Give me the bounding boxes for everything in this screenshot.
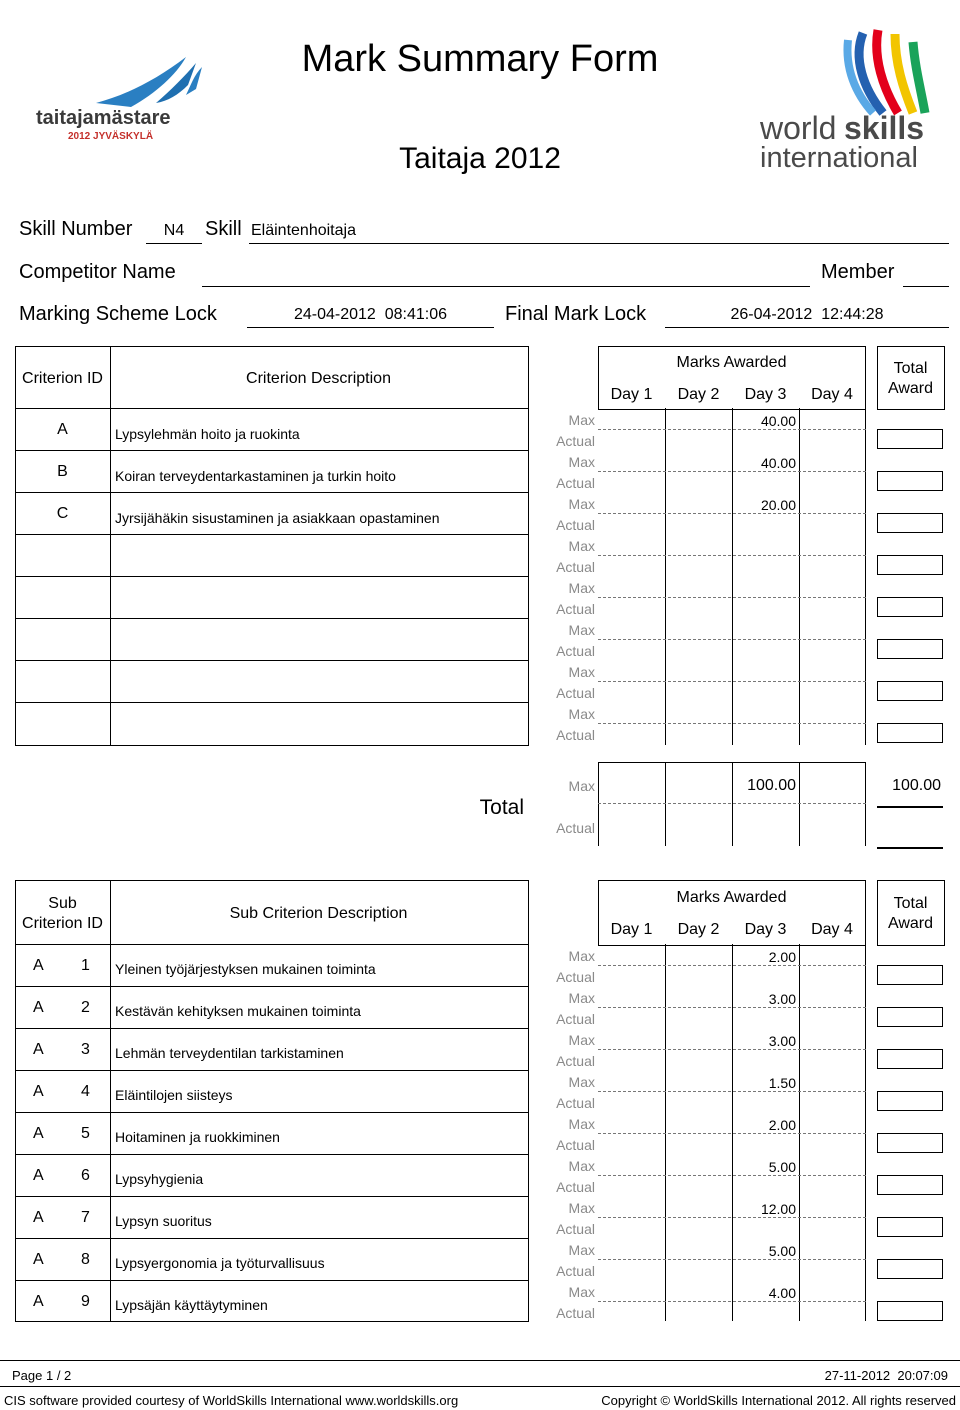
sub-criterion-parent-id: A xyxy=(33,1125,44,1142)
criterion-id: B xyxy=(57,463,68,480)
max-label: Max xyxy=(568,664,595,680)
sub-criterion-parent-id: A xyxy=(33,1251,44,1268)
day-4-header: Day 4 xyxy=(811,386,853,403)
footer-rule xyxy=(0,1360,960,1361)
sub-criterion-id-header-1: Sub xyxy=(48,895,77,912)
actual-label: Actual xyxy=(556,517,595,533)
sub-criterion-number: 3 xyxy=(81,1041,90,1058)
max-label: Max xyxy=(568,1032,595,1048)
actual-label: Actual xyxy=(556,433,595,449)
marking-lock-label: Marking Scheme Lock xyxy=(19,303,217,325)
marks-awarded-header: Marks Awarded xyxy=(676,354,787,371)
sub-criterion-max-value: 5.00 xyxy=(768,1159,796,1175)
sub-criteria-row-divider xyxy=(15,1238,528,1239)
page-number: Page 1 / 2 xyxy=(12,1368,72,1383)
criterion-max-value: 40.00 xyxy=(760,413,796,429)
total-award-header-2: Award xyxy=(887,380,934,397)
sub-criteria-row-divider xyxy=(15,986,528,987)
max-label: Max xyxy=(568,496,595,512)
sub-criterion-max-value: 2.00 xyxy=(768,1117,796,1133)
criterion-total-award-box[interactable] xyxy=(877,429,943,449)
sub-criterion-number: 1 xyxy=(81,957,90,974)
marking-lock-underline xyxy=(247,327,494,328)
sub-criterion-max-value: 1.50 xyxy=(768,1075,796,1091)
total-max-award: 100.00 xyxy=(892,777,941,794)
max-actual-divider xyxy=(598,1217,866,1218)
sub-criterion-total-award-box[interactable] xyxy=(877,1133,943,1153)
sub-criterion-max-value: 12.00 xyxy=(760,1201,796,1217)
member-label: Member xyxy=(821,261,895,283)
max-label: Max xyxy=(568,538,595,554)
max-actual-divider xyxy=(598,513,866,514)
sub-criterion-description: Lehmän terveydentilan tarkistaminen xyxy=(115,1045,344,1061)
actual-label: Actual xyxy=(556,643,595,659)
sub-total-award-header-2: Award xyxy=(887,915,934,932)
sub-criterion-max-value: 3.00 xyxy=(768,1033,796,1049)
sub-criterion-total-award-box[interactable] xyxy=(877,1259,943,1279)
member-underline xyxy=(903,286,949,287)
sub-criterion-max-value: 5.00 xyxy=(768,1243,796,1259)
criteria-row-divider xyxy=(15,450,528,451)
sub-criterion-parent-id: A xyxy=(33,1167,44,1184)
marking-lock-value: 24-04-2012 08:41:06 xyxy=(293,306,447,323)
total-award-header-1: Total xyxy=(893,360,928,377)
print-timestamp: 27-11-2012 20:07:09 xyxy=(824,1368,948,1383)
competitor-underline xyxy=(202,286,810,287)
actual-label: Actual xyxy=(556,1095,595,1111)
max-actual-divider xyxy=(598,429,866,430)
max-actual-divider xyxy=(598,1259,866,1260)
day-1-header: Day 1 xyxy=(610,386,653,403)
actual-label: Actual xyxy=(556,1011,595,1027)
max-label: Max xyxy=(568,1116,595,1132)
actual-label: Actual xyxy=(556,1053,595,1069)
total-actual-label: Actual xyxy=(556,820,595,836)
criterion-total-award-box[interactable] xyxy=(877,513,943,533)
sub-criterion-description: Hoitaminen ja ruokkiminen xyxy=(115,1129,280,1145)
sub-marks-awarded-header: Marks Awarded xyxy=(676,889,787,906)
max-actual-divider xyxy=(598,1301,866,1302)
sub-criterion-total-award-box[interactable] xyxy=(877,1049,943,1069)
worldskills-feather-icon xyxy=(833,28,943,118)
sub-criterion-max-value: 3.00 xyxy=(768,991,796,1007)
max-label: Max xyxy=(568,706,595,722)
day-2-header: Day 2 xyxy=(677,386,720,403)
sub-criterion-number: 6 xyxy=(81,1167,90,1184)
sub-criterion-description: Kestävän kehityksen mukainen toiminta xyxy=(115,1003,361,1019)
sub-criterion-parent-id: A xyxy=(33,1209,44,1226)
sub-criterion-parent-id: A xyxy=(33,1041,44,1058)
actual-label: Actual xyxy=(556,1179,595,1195)
max-actual-divider xyxy=(598,965,866,966)
skill-value[interactable]: Eläintenhoitaja xyxy=(251,222,356,239)
actual-label: Actual xyxy=(556,1263,595,1279)
actual-label: Actual xyxy=(556,1305,595,1321)
max-actual-divider xyxy=(598,1091,866,1092)
max-label: Max xyxy=(568,1242,595,1258)
sub-criterion-number: 7 xyxy=(81,1209,90,1226)
sub-criterion-description: Eläintilojen siisteys xyxy=(115,1087,233,1103)
sub-criterion-total-award-box[interactable] xyxy=(877,1091,943,1111)
criteria-row-divider xyxy=(15,534,528,535)
sub-criterion-description: Lypsyergonomia ja työturvallisuus xyxy=(115,1255,325,1271)
criterion-description: Koiran terveydentarkastaminen ja turkin hoito xyxy=(115,468,396,484)
max-actual-divider xyxy=(598,1007,866,1008)
courtesy-text: CIS software provided courtesy of WorldSkills International www.worldskills.org xyxy=(4,1393,459,1408)
worldskills-logo-line1-a: world xyxy=(760,110,837,146)
sub-criterion-max-value: 4.00 xyxy=(768,1285,796,1301)
sub-criterion-description: Yleinen työjärjestyksen mukainen toiminta xyxy=(115,961,376,977)
sub-criterion-description: Lypsäjän käyttäytyminen xyxy=(115,1297,268,1313)
sub-criterion-total-award-box[interactable] xyxy=(877,1217,943,1237)
sub-criterion-number: 5 xyxy=(81,1125,90,1142)
criterion-id-header: Criterion ID xyxy=(22,370,103,387)
criterion-total-award-box[interactable] xyxy=(877,639,943,659)
max-label: Max xyxy=(568,580,595,596)
sub-criterion-number: 9 xyxy=(81,1293,90,1310)
sub-criterion-number: 2 xyxy=(81,999,90,1016)
sub-criterion-total-award-box[interactable] xyxy=(877,1175,943,1195)
sub-criterion-max-value: 2.00 xyxy=(768,949,796,965)
criterion-description-header: Criterion Description xyxy=(246,370,391,387)
final-lock-underline xyxy=(665,327,949,328)
criterion-description: Lypsylehmän hoito ja ruokinta xyxy=(115,426,300,442)
max-actual-divider xyxy=(598,1049,866,1050)
max-label: Max xyxy=(568,990,595,1006)
skill-label: Skill xyxy=(205,218,242,240)
criterion-description: Jyrsijähäkin sisustaminen ja asiakkaan opastaminen xyxy=(115,510,440,526)
max-label: Max xyxy=(568,1200,595,1216)
criteria-total-label: Total xyxy=(479,796,524,819)
max-actual-divider xyxy=(598,639,866,640)
criterion-total-award-box[interactable] xyxy=(877,597,943,617)
page-title: Mark Summary Form xyxy=(301,38,659,80)
skill-number-label: Skill Number xyxy=(19,218,133,240)
criteria-row-divider xyxy=(15,618,528,619)
sub-criterion-description: Lypsyn suoritus xyxy=(115,1213,212,1229)
criterion-max-value: 40.00 xyxy=(760,455,796,471)
max-label: Max xyxy=(568,1284,595,1300)
max-label: Max xyxy=(568,454,595,470)
footer-rule-2 xyxy=(0,1386,960,1387)
criterion-total-award-box[interactable] xyxy=(877,723,943,743)
sub-day-1-header: Day 1 xyxy=(610,921,653,938)
final-lock-label: Final Mark Lock xyxy=(505,303,647,325)
sub-criterion-description-header: Sub Criterion Description xyxy=(229,905,408,922)
criterion-max-value: 20.00 xyxy=(760,497,796,513)
sub-criteria-row-divider xyxy=(15,1028,528,1029)
actual-label: Actual xyxy=(556,685,595,701)
actual-label: Actual xyxy=(556,1137,595,1153)
sub-criterion-parent-id: A xyxy=(33,999,44,1016)
sub-criteria-row-divider xyxy=(15,1280,528,1281)
sub-day-2-header: Day 2 xyxy=(677,921,720,938)
sub-criterion-description: Lypsyhygienia xyxy=(115,1171,204,1187)
criterion-id: A xyxy=(57,421,68,438)
max-label: Max xyxy=(568,1158,595,1174)
competitor-name-label: Competitor Name xyxy=(19,261,176,283)
sub-day-4-header: Day 4 xyxy=(811,921,853,938)
worldskills-logo-line1-b: skills xyxy=(844,110,925,146)
actual-label: Actual xyxy=(556,969,595,985)
skill-underline xyxy=(249,243,949,244)
actual-label: Actual xyxy=(556,559,595,575)
sub-criterion-total-award-box[interactable] xyxy=(877,1301,943,1321)
max-actual-divider xyxy=(598,681,866,682)
taitaja-logo-subtext: 2012 JYVÄSKYLÄ xyxy=(68,131,154,142)
criterion-total-award-box[interactable] xyxy=(877,471,943,491)
actual-label: Actual xyxy=(556,601,595,617)
sub-criteria-row-divider xyxy=(15,1112,528,1113)
sub-criteria-row-divider xyxy=(15,1070,528,1071)
skill-number-underline xyxy=(146,243,202,244)
max-label: Max xyxy=(568,622,595,638)
sub-criterion-parent-id: A xyxy=(33,957,44,974)
max-label: Max xyxy=(568,412,595,428)
taitaja-swoosh-icon xyxy=(36,55,206,115)
sub-criteria-row-divider xyxy=(15,1196,528,1197)
worldskills-logo-line2: international xyxy=(760,142,918,174)
criterion-total-award-box[interactable] xyxy=(877,555,943,575)
actual-label: Actual xyxy=(556,1221,595,1237)
taitaja-logo-name: taitajamästare xyxy=(36,107,171,129)
sub-criteria-row-divider xyxy=(15,1154,528,1155)
max-actual-divider xyxy=(598,1133,866,1134)
sub-criterion-id-header-2: Criterion ID xyxy=(22,915,103,932)
criteria-row-divider xyxy=(15,702,528,703)
max-label: Max xyxy=(568,1074,595,1090)
max-actual-divider xyxy=(598,723,866,724)
max-actual-divider xyxy=(598,1175,866,1176)
total-max-label: Max xyxy=(568,778,595,794)
sub-criterion-total-award-box[interactable] xyxy=(877,1007,943,1027)
actual-label: Actual xyxy=(556,727,595,743)
max-actual-divider xyxy=(598,555,866,556)
worldskills-logo xyxy=(758,28,938,178)
max-actual-divider xyxy=(598,471,866,472)
day-3-header: Day 3 xyxy=(744,386,787,403)
copyright-text: Copyright © WorldSkills International 2012. All rights reserved xyxy=(601,1393,956,1408)
sub-criterion-parent-id: A xyxy=(33,1083,44,1100)
taitaja-logo xyxy=(36,55,206,145)
criterion-id: C xyxy=(56,505,69,522)
criteria-row-divider xyxy=(15,492,528,493)
sub-criterion-parent-id: A xyxy=(33,1293,44,1310)
total-max-day3: 100.00 xyxy=(747,777,796,794)
max-label: Max xyxy=(568,948,595,964)
sub-criterion-number: 4 xyxy=(81,1083,90,1100)
max-actual-divider xyxy=(598,597,866,598)
sub-total-award-header-1: Total xyxy=(893,895,928,912)
criteria-row-divider xyxy=(15,576,528,577)
event-title: Taitaja 2012 xyxy=(399,142,561,175)
sub-criterion-total-award-box[interactable] xyxy=(877,965,943,985)
final-lock-value: 26-04-2012 12:44:28 xyxy=(730,306,884,323)
sub-criterion-number: 8 xyxy=(81,1251,90,1268)
sub-day-3-header: Day 3 xyxy=(744,921,787,938)
criterion-total-award-box[interactable] xyxy=(877,681,943,701)
criteria-row-divider xyxy=(15,660,528,661)
actual-label: Actual xyxy=(556,475,595,491)
skill-number-value[interactable]: N4 xyxy=(163,222,185,239)
